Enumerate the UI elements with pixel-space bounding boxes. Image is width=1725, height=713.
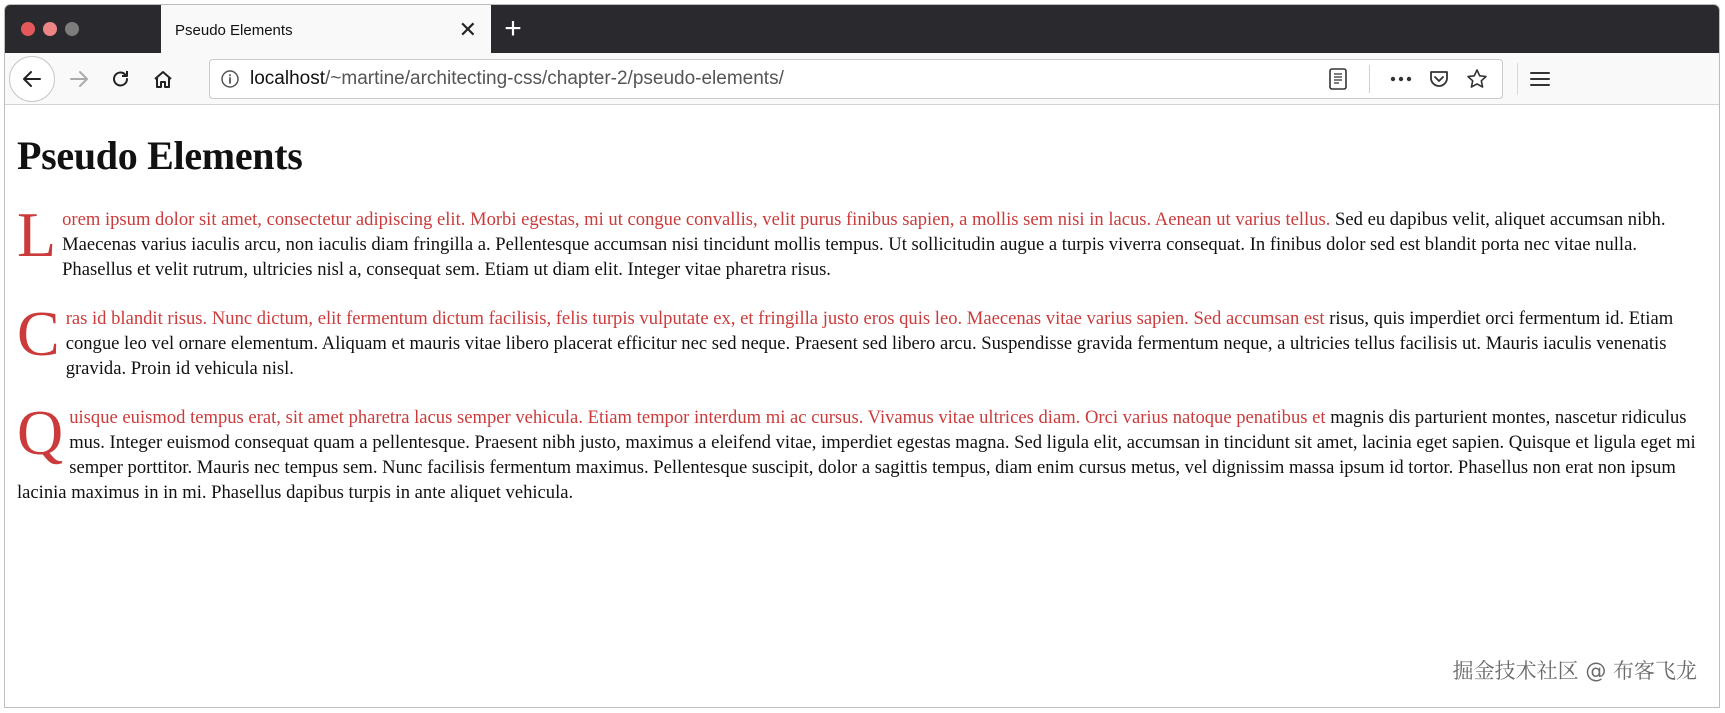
home-icon (152, 68, 174, 90)
paragraph-body: Sed eu dapibus velit, aliquet accumsan nibh. Maecenas varius iaculis arcu, non iaculis diam fringilla a. Pellentesque accumsan nisi tincidunt mollis tempus. Ut sollicitudin augue a turpis viverra consequat. In finibus dolor sed est blandit porta nec vitae nulla. Phasellus et velit rutrum, ultricies nisl a, consequat sem. Etiam ut diam elit. Integer vitae pharetra risus. (62, 209, 1666, 280)
new-tab-button[interactable] (491, 5, 535, 53)
app-menu-button[interactable] (1520, 59, 1560, 99)
tab-close-icon[interactable]: ✕ (458, 17, 477, 42)
url-host: localhost (250, 68, 325, 89)
divider (1517, 63, 1518, 95)
first-line: ras id blandit risus. Nunc dictum, elit fermentum dictum facilisis, felis turpis vulputate ex, et fringilla justo eros quis leo. Maecenas vitae varius sapien. Sed accumsan est (65, 308, 1325, 329)
browser-window (4, 4, 1720, 708)
first-line: uisque euismod tempus erat, sit amet pharetra lacus semper vehicula. Etiam tempor interdum mi ac cursus. Vivamus vitae ultrices diam. Orci varius natoque penatibus et (69, 407, 1326, 428)
star-icon (1466, 68, 1488, 90)
close-window-button[interactable] (21, 22, 35, 36)
more-actions-button[interactable] (1384, 62, 1418, 96)
navigation-toolbar (5, 53, 1719, 105)
address-bar-actions (1321, 60, 1494, 98)
paragraph-body: risus, quis imperdiet orci fermentum id. Etiam congue leo vel ornare elementum. Aliquam et mauris vitae libero placerat efficitur nec sed neque. Praesent sed libero arcu. Suspendisse gravida fermentum neque, a ultricies tellus facilisis ut. Mauris iaculis venenatis gravida. Proin id vehicula nisl. (65, 308, 1674, 379)
drop-cap: Q (17, 397, 64, 468)
reload-icon (110, 68, 132, 90)
home-button[interactable] (143, 59, 183, 99)
drop-cap: L (17, 199, 57, 270)
watermark: 掘金技术社区 @ 布客飞龙 (1452, 659, 1697, 683)
forward-arrow-icon (68, 68, 90, 90)
plus-icon: + (504, 12, 522, 45)
divider (1369, 65, 1370, 93)
page-content (5, 132, 1719, 505)
paragraph (17, 298, 1707, 381)
more-actions-icon (1389, 75, 1413, 83)
tab-pseudo-elements[interactable] (161, 5, 491, 53)
paragraph-body: magnis dis parturient montes, nascetur ridiculus mus. Integer euismod consequat quam a pellentesque. Praesent nibh justo, maximus a eleifend vitae, imperdiet egestas magna. Sed ligula elit, accumsan in tincidunt sit amet, lacinia eget sapien. Quisque et ligula eget mi semper porttitor. Mauris nec tempus sem. Nunc facilisis fermentum maximus. Pellentesque suscipit, dolor a sagittis tempus, diam enim cursus metus, vel dignissim massa ipsum id tortor. Phasellus non erat non ipsum lacinia maximus in in mi. Phasellus dapibus turpis in ante aliquet vehicula. (17, 407, 1696, 503)
url-text[interactable] (250, 68, 784, 90)
minimize-window-button[interactable] (43, 22, 57, 36)
back-button[interactable] (9, 56, 55, 102)
pocket-icon (1428, 68, 1450, 90)
maximize-window-button[interactable] (65, 22, 79, 36)
info-icon[interactable] (220, 69, 240, 89)
address-bar[interactable] (209, 59, 1503, 99)
hamburger-menu-icon (1530, 70, 1550, 88)
bookmark-button[interactable] (1460, 62, 1494, 96)
window-controls (5, 5, 161, 53)
page-title: Pseudo Elements (17, 133, 303, 178)
tab-bar (5, 5, 1719, 53)
url-path: /~martine/architecting-css/chapter-2/pseudo-elements/ (325, 68, 784, 89)
back-arrow-icon (21, 68, 43, 90)
drop-cap: C (17, 298, 60, 369)
paragraph (17, 199, 1707, 282)
forward-button[interactable] (59, 59, 99, 99)
paragraph (17, 397, 1707, 505)
reload-button[interactable] (101, 59, 141, 99)
reader-view-button[interactable] (1321, 62, 1355, 96)
reader-view-icon (1328, 68, 1348, 90)
tab-title: Pseudo Elements (175, 21, 293, 39)
first-line: orem ipsum dolor sit amet, consectetur adipiscing elit. Morbi egestas, mi ut congue convallis, velit purus finibus sapien, a mollis sem nisi in lacus. Aenean ut varius tellus. (62, 209, 1331, 230)
pocket-button[interactable] (1422, 62, 1456, 96)
